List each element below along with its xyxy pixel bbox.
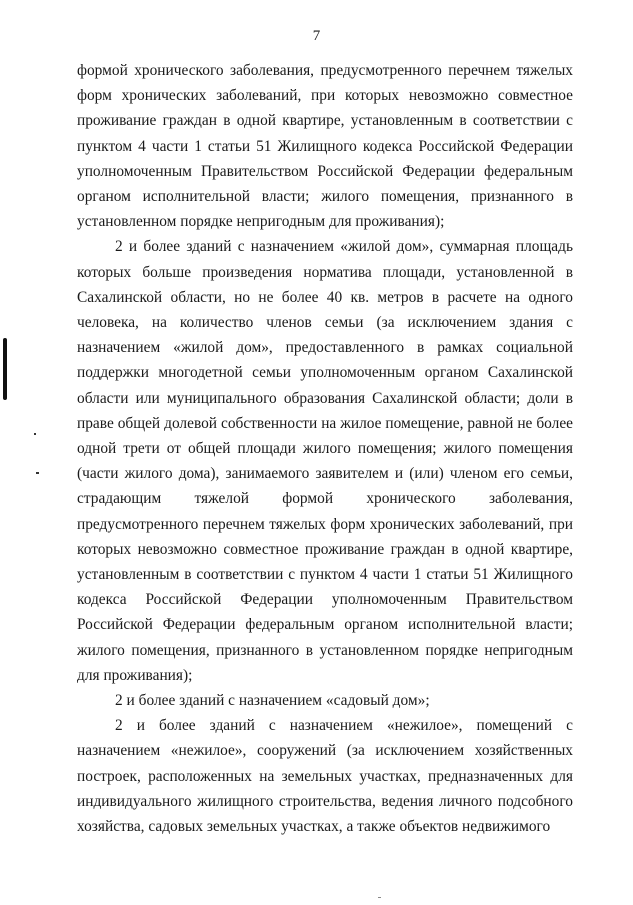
scan-speck [36, 472, 39, 474]
paragraph-residential-buildings: 2 и более зданий с назначением «жилой дом», суммарная площадь которых больше произведения норматива площади, установленной в Сахалинской области, но не более 40 кв. метров в расчете на одного человека, на количество членов семьи (за исключением здания с назначением «жилой дом», предоставленного в рамках социальной поддержки многодетной семьи уполномоченным органом Сахалинской области или муниципального образования Сахалинской области; доли в праве общей долевой собственности на жилое помещение, равной не более одной трети от общей площади жилого помещения; жилого помещения (части жилого дома), занимаемого заявителем и (или) членом его семьи, страдающим тяжелой формой хронического заболевания, предусмотренного перечнем тяжелых форм хронических заболеваний, при которых невозможно совместное проживание граждан в одной квартире, установленным в соответствии с пунктом 4 части 1 статьи 51 Жилищного кодекса Российской Федерации уполномоченным Правительством Российской Федерации федеральным органом исполнительной власти; жилого помещения, признанного в установленном порядке непригодным для проживания); [77, 238, 573, 684]
scan-speck [34, 433, 36, 435]
scan-speck [378, 897, 381, 898]
paragraph-continuation: формой хронического заболевания, предусмотренного перечнем тяжелых форм хронических заболеваний, при которых невозможно совместное проживание граждан в одной квартире, установленным в соответствии с пунктом 4 части 1 статьи 51 Жилищного кодекса Российской Федерации уполномоченным Правительством Российской Федерации федеральным органом исполнительной власти; жилого помещения, признанного в установленном порядке непригодным для проживания); [77, 62, 573, 231]
paragraph-non-residential: 2 и более зданий с назначением «нежилое», помещений с назначением «нежилое», сооружений (за исключением хозяйственных построек, расположенных на земельных участках, предназначенных для индивидуального жилищного строительства, ведения личного подсобного хозяйства, садовых земельных участках, а также объектов недвижимого [77, 717, 573, 836]
document-body [77, 58, 573, 839]
scan-binding-mark [3, 338, 7, 400]
paragraph-garden-houses: 2 и более зданий с назначением «садовый дом»; [115, 692, 430, 710]
page-number: 7 [312, 28, 321, 44]
